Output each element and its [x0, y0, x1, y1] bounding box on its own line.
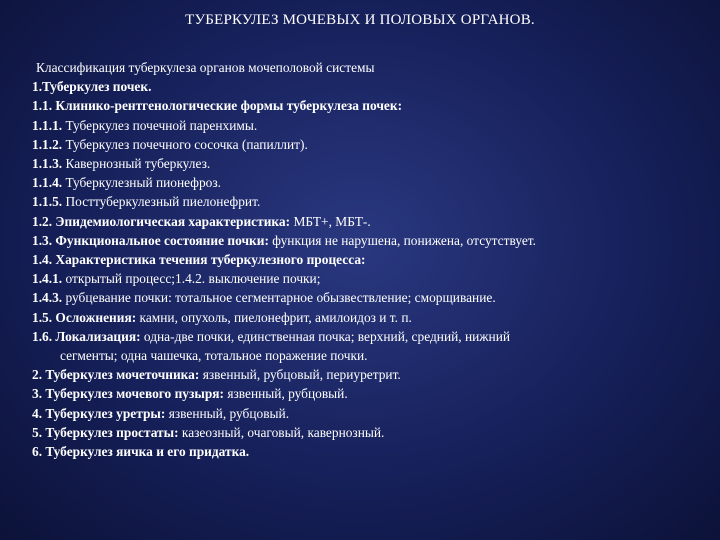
list-item: 1.1.2. Туберкулез почечного сосочка (папиллит). — [32, 136, 308, 152]
list-item: 1.1.3. Кавернозный туберкулез. — [32, 156, 211, 172]
list-item: 6. Туберкулез яичка и его придатка. — [32, 444, 250, 460]
slide-title: ТУБЕРКУЛЕЗ МОЧЕВЫХ И ПОЛОВЫХ ОРГАНОВ. — [185, 12, 535, 28]
list-item: 4. Туберкулез уретры: язвенный, рубцовый. — [32, 405, 290, 421]
list-item: 1.4.3. рубцевание почки: тотальное сегментарное обызвествление; сморщивание. — [32, 290, 496, 306]
classification-list — [32, 58, 704, 461]
list-item: 1.4. Характеристика течения туберкулезного процесса: — [32, 252, 366, 268]
list-item: 1.4.1. открытый процесс;1.4.2. выключение почки; — [32, 271, 321, 287]
list-item: 2. Туберкулез мочеточника: язвенный, рубцовый, периуретрит. — [32, 367, 401, 383]
list-item: 1.3. Функциональное состояние почки: функция не нарушена, понижена, отсутствует. — [32, 232, 536, 248]
list-item: 3. Туберкулез мочевого пузыря: язвенный, рубцовый. — [32, 386, 348, 402]
list-item: 1.5. Осложнения: камни, опухоль, пиелонефрит, амилоидоз и т. п. — [32, 309, 412, 325]
list-item: 1.Туберкулез почек. — [32, 79, 152, 95]
list-item-continuation: сегменты; одна чашечка, тотальное поражение почки. — [60, 348, 368, 364]
list-item: 1.1.4. Туберкулезный пионефроз. — [32, 175, 221, 191]
list-item: 1.1.1. Туберкулез почечной паренхимы. — [32, 117, 258, 133]
list-item: 1.6. Локализация: одна-две почки, единственная почка; верхний, средний, нижний — [32, 328, 511, 344]
list-item: 5. Туберкулез простаты: казеозный, очаговый, кавернозный. — [32, 424, 385, 440]
list-item: Классификация туберкулеза органов мочеполовой системы — [36, 60, 375, 75]
list-item: 1.2. Эпидемиологическая характеристика: МБТ+, МБТ-. — [32, 213, 371, 229]
list-item: 1.1. Клинико-рентгенологические формы туберкулеза почек: — [32, 98, 403, 114]
list-item: 1.1.5. Посттуберкулезный пиелонефрит. — [32, 194, 261, 210]
